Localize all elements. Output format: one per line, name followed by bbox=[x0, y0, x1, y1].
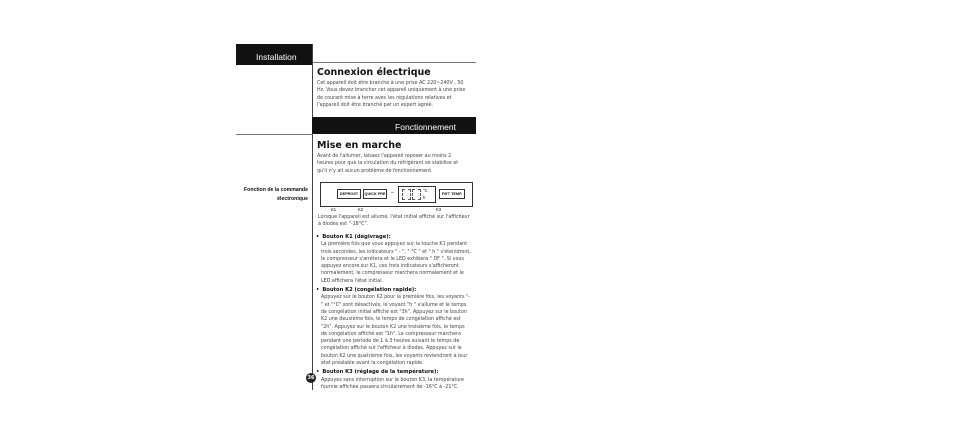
section-title-installation: Installation bbox=[256, 52, 297, 62]
quick-freeze-button: QUICK FRE bbox=[363, 189, 387, 199]
connexion-title: Connexion électrique bbox=[317, 67, 431, 78]
digit-segment bbox=[402, 189, 411, 200]
celsius-indicator: °C bbox=[423, 188, 428, 193]
left-rule bbox=[236, 134, 312, 135]
section-bar-fonctionnement bbox=[312, 117, 476, 134]
top-rule bbox=[313, 62, 476, 63]
k2-label: K2 bbox=[358, 207, 364, 212]
section-bar-installation bbox=[236, 44, 312, 65]
bullet-k2-text: Appuyez sur le bouton K2 pour la première fois, les voyants "-" et "°C" sont désactivés, le voyant "h " s'allume et le temps de congélation initial affiché est "3h". Appuyez sur le bouton K2 une deuxième fois, le temps de congélation affiché est "2h". Appuyez sur le bouton K2 une troisième fois, le temps de congélation affiché est "1h". Le compresseur marchera pendant une période de 1 à 3 heures suivant le temps de congélation affiché sur l'afficheur à diodes. Appuyez sur le bouton K2 une quatrième fois, les voyants reviendront à leur état préalable avant la congélation rapide. bbox=[321, 295, 470, 367]
control-panel-illustration bbox=[320, 182, 473, 207]
temperature-button: F/ET TEMP. bbox=[439, 189, 465, 199]
mise-intro bbox=[317, 153, 467, 175]
mise-title: Mise en marche bbox=[317, 140, 402, 151]
connexion-paragraph: Cet appareil doit être branché à une prise AC 220~240V , 50 Hz. Vous devez brancher cet appareil uniquement à une prise de courant mise à terre avec les régulations relatives et l'appareil doit être branché par un expert agréé. bbox=[317, 81, 466, 108]
minus-indicator: – bbox=[391, 190, 394, 196]
initial-state-text bbox=[318, 214, 470, 229]
bullet-k2-title: • Bouton K2 (congélation rapide): bbox=[316, 287, 472, 294]
column-divider bbox=[312, 44, 313, 390]
bullet-k3 bbox=[316, 369, 472, 391]
defrost-button: DEFROST bbox=[337, 189, 361, 199]
bullet-k1-text: La première fois que vous appuyez sur la touche K1 pendant trois secondes, les indicateurs " - ", " °C " et " h " s'éteindront, le compresseur s'arrêtera et le LED exhibera " DF ". Si vous appuyez encore sur K1, ces trois indicateurs s'afficheront normalement, le compresseur marchera normalement et le LED affichera l'état initial. bbox=[321, 242, 471, 284]
digit-segment bbox=[412, 189, 421, 200]
initial-state-paragraph: Lorsque l'appareil est allumé, l'état initial affiché sur l'afficheur à diodes est "-18°C". bbox=[318, 215, 470, 228]
bullet-k3-title: • Bouton K3 (réglage de la température): bbox=[316, 369, 472, 376]
bullet-k2 bbox=[316, 287, 472, 367]
section-title-fonctionnement: Fonctionnement bbox=[395, 122, 456, 132]
page-number: 36 bbox=[307, 375, 315, 381]
mise-intro-paragraph: Avant de l'allumer, laissez l'appareil reposer au moins 2 heures pour que la circulation du réfrigérant se stabilise et qu'il n'y ait aucun problème de fonctionnement. bbox=[317, 154, 459, 174]
led-display bbox=[398, 186, 436, 203]
k1-label: K1 bbox=[331, 207, 337, 212]
k3-label: K3 bbox=[436, 207, 442, 212]
connexion-text bbox=[317, 80, 467, 109]
hour-indicator: h bbox=[423, 195, 426, 200]
button-descriptions bbox=[316, 232, 472, 391]
side-label: Fonction de la commande électronique bbox=[244, 187, 308, 202]
bullet-k3-text: Appuyez sans interruption sur le bouton K3, la température fournie affichée passera circulairement de -16°C à -21°C. bbox=[321, 377, 465, 390]
bullet-k1 bbox=[316, 234, 472, 285]
bullet-k1-title: • Bouton K1 (dégivrage): bbox=[316, 234, 472, 241]
